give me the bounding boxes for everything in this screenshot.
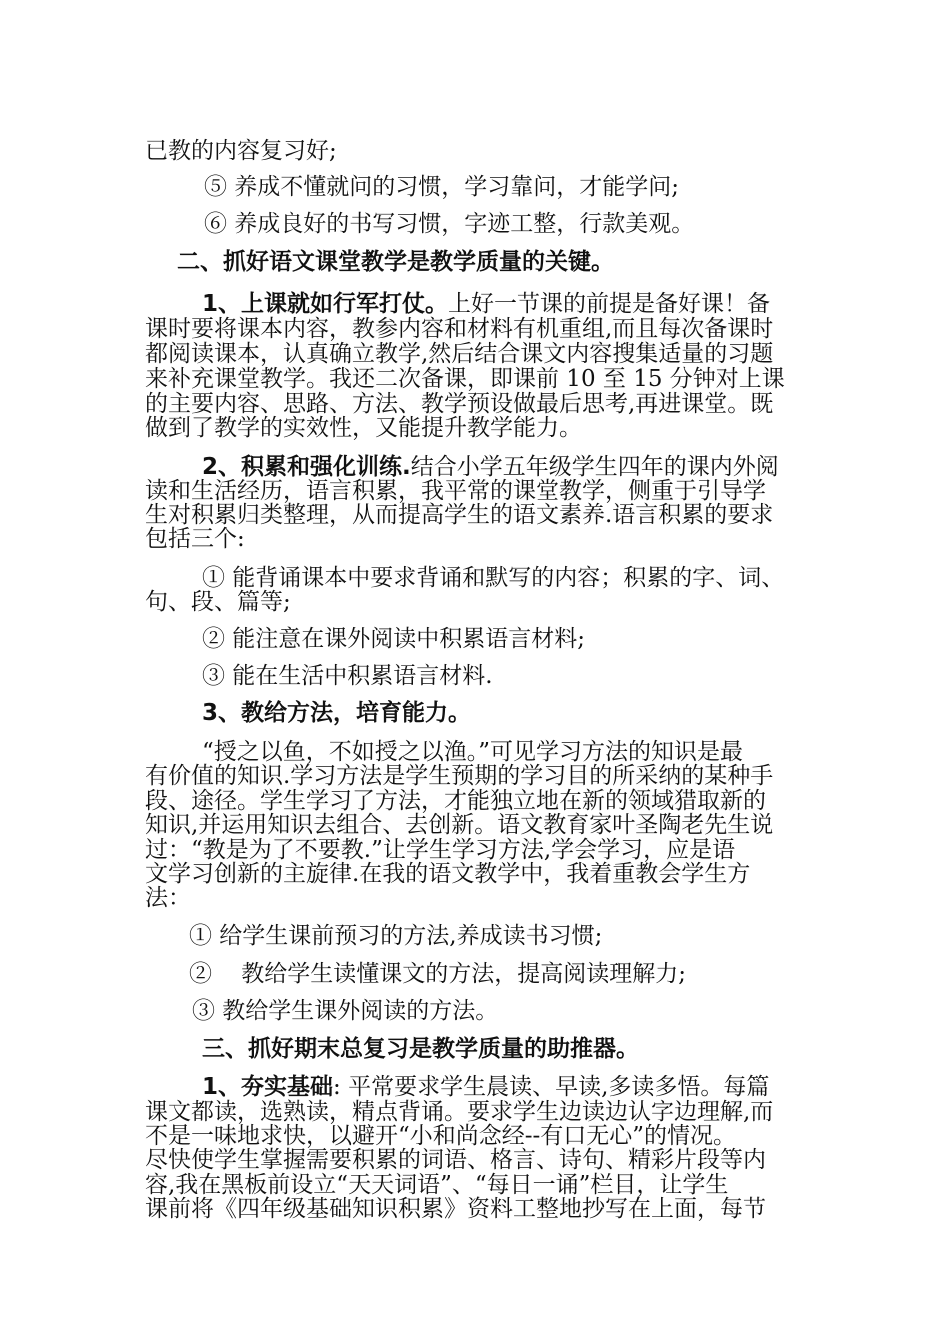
section-heading: 二、抓好语文课堂教学是教学质量的关键。 [177, 249, 614, 275]
paragraph-line: “授之以鱼，不如授之以渔。”可见学习方法的知识是最 [202, 739, 744, 765]
paragraph-line: 课时要将课本内容，教参内容和材料有机重组,而且每次备课时 [145, 316, 774, 342]
list-item: ③ 教给学生课外阅读的方法。 [192, 998, 499, 1024]
paragraph-line: 1、夯实基础: 平常要求学生晨读、早读,多读多悟。每篇 [202, 1074, 770, 1100]
paragraph-lead: 1、上课就如行军打仗。 [202, 291, 449, 317]
paragraph-line: 有价值的知识.学习方法是学生预期的学习目的所采纳的某种手 [145, 763, 774, 789]
paragraph-line: 1、上课就如行军打仗。上好一节课的前提是备好课！备 [202, 291, 771, 317]
paragraph-line: 生对积累归类整理，从而提高学生的语文素养.语言积累的要求 [145, 502, 774, 528]
paragraph-line: 课前将《四年级基础知识积累》资料工整地抄写在上面，每节 [145, 1196, 766, 1222]
paragraph-line: 包括三个: [145, 526, 245, 552]
list-item: ① 能背诵课本中要求背诵和默写的内容；积累的字、词、 [202, 565, 785, 591]
paragraph-line: 文学习创新的主旋律.在我的语文教学中，我着重教会学生方 [145, 861, 751, 887]
paragraph-line: 都阅读课本，认真确立教学,然后结合课文内容搜集适量的习题 [145, 341, 774, 367]
list-item: ② 教给学生读懂课文的方法，提高阅读理解力; [189, 961, 686, 987]
paragraph-line: 的主要内容、思路、方法、教学预设做最后思考,再进课堂。既 [145, 391, 774, 417]
paragraph-line: 知识,并运用知识去组合、去创新。语文教育家叶圣陶老先生说 [145, 812, 774, 838]
list-item: ① 给学生课前预习的方法,养成读书习惯; [189, 923, 603, 949]
paragraph-line: 容,我在黑板前设立“天天词语”、“每日一诵”栏目，让学生 [145, 1172, 729, 1198]
list-item-continuation: 句、段、篇等; [145, 589, 291, 615]
paragraph-line: 读和生活经历，语言积累，我平常的课堂教学，侧重于引导学 [145, 478, 766, 504]
paragraph-line: 法： [145, 885, 191, 911]
paragraph-line: 来补充课堂教学。我还二次备课，即课前 10 至 15 分钟对上课 [145, 366, 785, 392]
paragraph-line: 做到了教学的实效性，又能提升教学能力。 [145, 415, 582, 441]
paragraph-line: 不是一味地求快，以避开“小和尚念经--有口无心”的情况。 [145, 1123, 737, 1149]
list-item: ⑥ 养成良好的书写习惯，字迹工整，行款美观。 [204, 211, 695, 237]
subsection-heading: 3、教给方法，培育能力。 [202, 700, 472, 726]
paragraph-lead: 2、积累和强化训练. [202, 454, 411, 480]
list-item: ③ 能在生活中积累语言材料. [202, 663, 493, 689]
list-item: ⑤ 养成不懂就问的习惯，学习靠问，才能学问; [204, 174, 680, 200]
paragraph-line: 2、积累和强化训练.结合小学五年级学生四年的课内外阅 [202, 454, 779, 480]
paragraph-lead: 1、夯实基础 [202, 1074, 334, 1100]
paragraph-line: 尽快使学生掌握需要积累的词语、格言、诗句、精彩片段等内 [145, 1147, 766, 1173]
paragraph-line: 段、途径。学生学习了方法，才能独立地在新的领域猎取新的 [145, 788, 766, 814]
text-line: 已教的内容复习好; [145, 138, 337, 164]
paragraph-line: 过：“教是为了不要教.”让学生学习方法,学会学习，应是语 [145, 837, 736, 863]
section-heading: 三、抓好期末总复习是教学质量的助推器。 [202, 1036, 639, 1062]
paragraph-line: 课文都读，选熟读，精点背诵。要求学生边读边认字边理解,而 [145, 1099, 774, 1125]
list-item: ② 能注意在课外阅读中积累语言材料; [202, 626, 586, 652]
